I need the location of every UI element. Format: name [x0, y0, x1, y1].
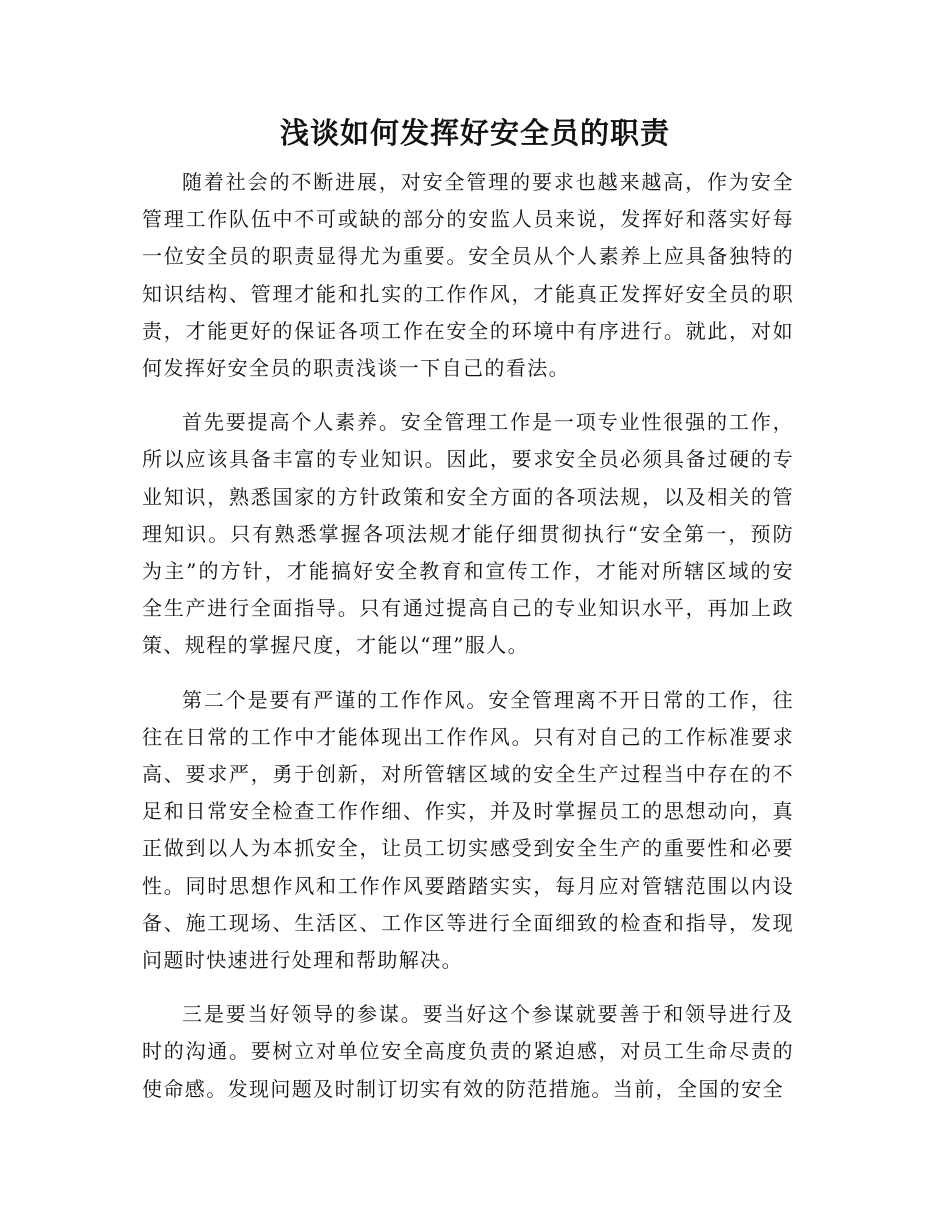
paragraph-personal-quality: 首先要提高个人素养。安全管理工作是一项专业性很强的工作，所以应该具备丰富的专业知识。因此，要求安全员必须具备过硬的专业知识，熟悉国家的方针政策和安全方面的各项法规，以及相关的管理知识。只有熟悉掌握各项法规才能仔细贯彻执行“安全第一，预防为主”的方针，才能搞好安全教育和宣传工作，才能对所辖区域的安全生产进行全面指导。只有通过提高自己的专业知识水平，再加上政策、规程的掌握尺度，才能以“理”服人。 — [142, 410, 794, 658]
paragraph-work-style: 第二个是要有严谨的工作作风。安全管理离不开日常的工作，往往在日常的工作中才能体现出工作作风。只有对自己的工作标准要求高、要求严，勇于创新，对所管辖区域的安全生产过程当中存在的不足和日常安全检查工作作细、作实，并及时掌握员工的思想动向，真正做到以人为本抓安全，让员工切实感受到安全生产的重要性和必要性。同时思想作风和工作作风要踏踏实实，每月应对管辖范围以内设备、施工现场、生活区、工作区等进行全面细致的检查和指导，发现问题时快速进行处理和帮助解决。 — [142, 687, 794, 973]
document-title: 浅谈如何发挥好安全员的职责 — [279, 116, 670, 150]
paragraph-advisor-role: 三是要当好领导的参谋。要当好这个参谋就要善于和领导进行及时的沟通。要树立对单位安全高度负责的紧迫感，对员工生命尽责的使命感。发现问题及时制订切实有效的防范措施。当前，全国的安全 — [142, 1002, 794, 1101]
paragraph-intro: 随着社会的不断进展，对安全管理的要求也越来越高，作为安全管理工作队伍中不可或缺的部分的安监人员来说，发挥好和落实好每一位安全员的职责显得尤为重要。安全员从个人素养上应具备独特的知识结构、管理才能和扎实的工作作风，才能真正发挥好安全员的职责，才能更好的保证各项工作在安全的环境中有序进行。就此，对如何发挥好安全员的职责浅谈一下自己的看法。 — [142, 170, 794, 381]
document-body — [142, 164, 794, 1125]
